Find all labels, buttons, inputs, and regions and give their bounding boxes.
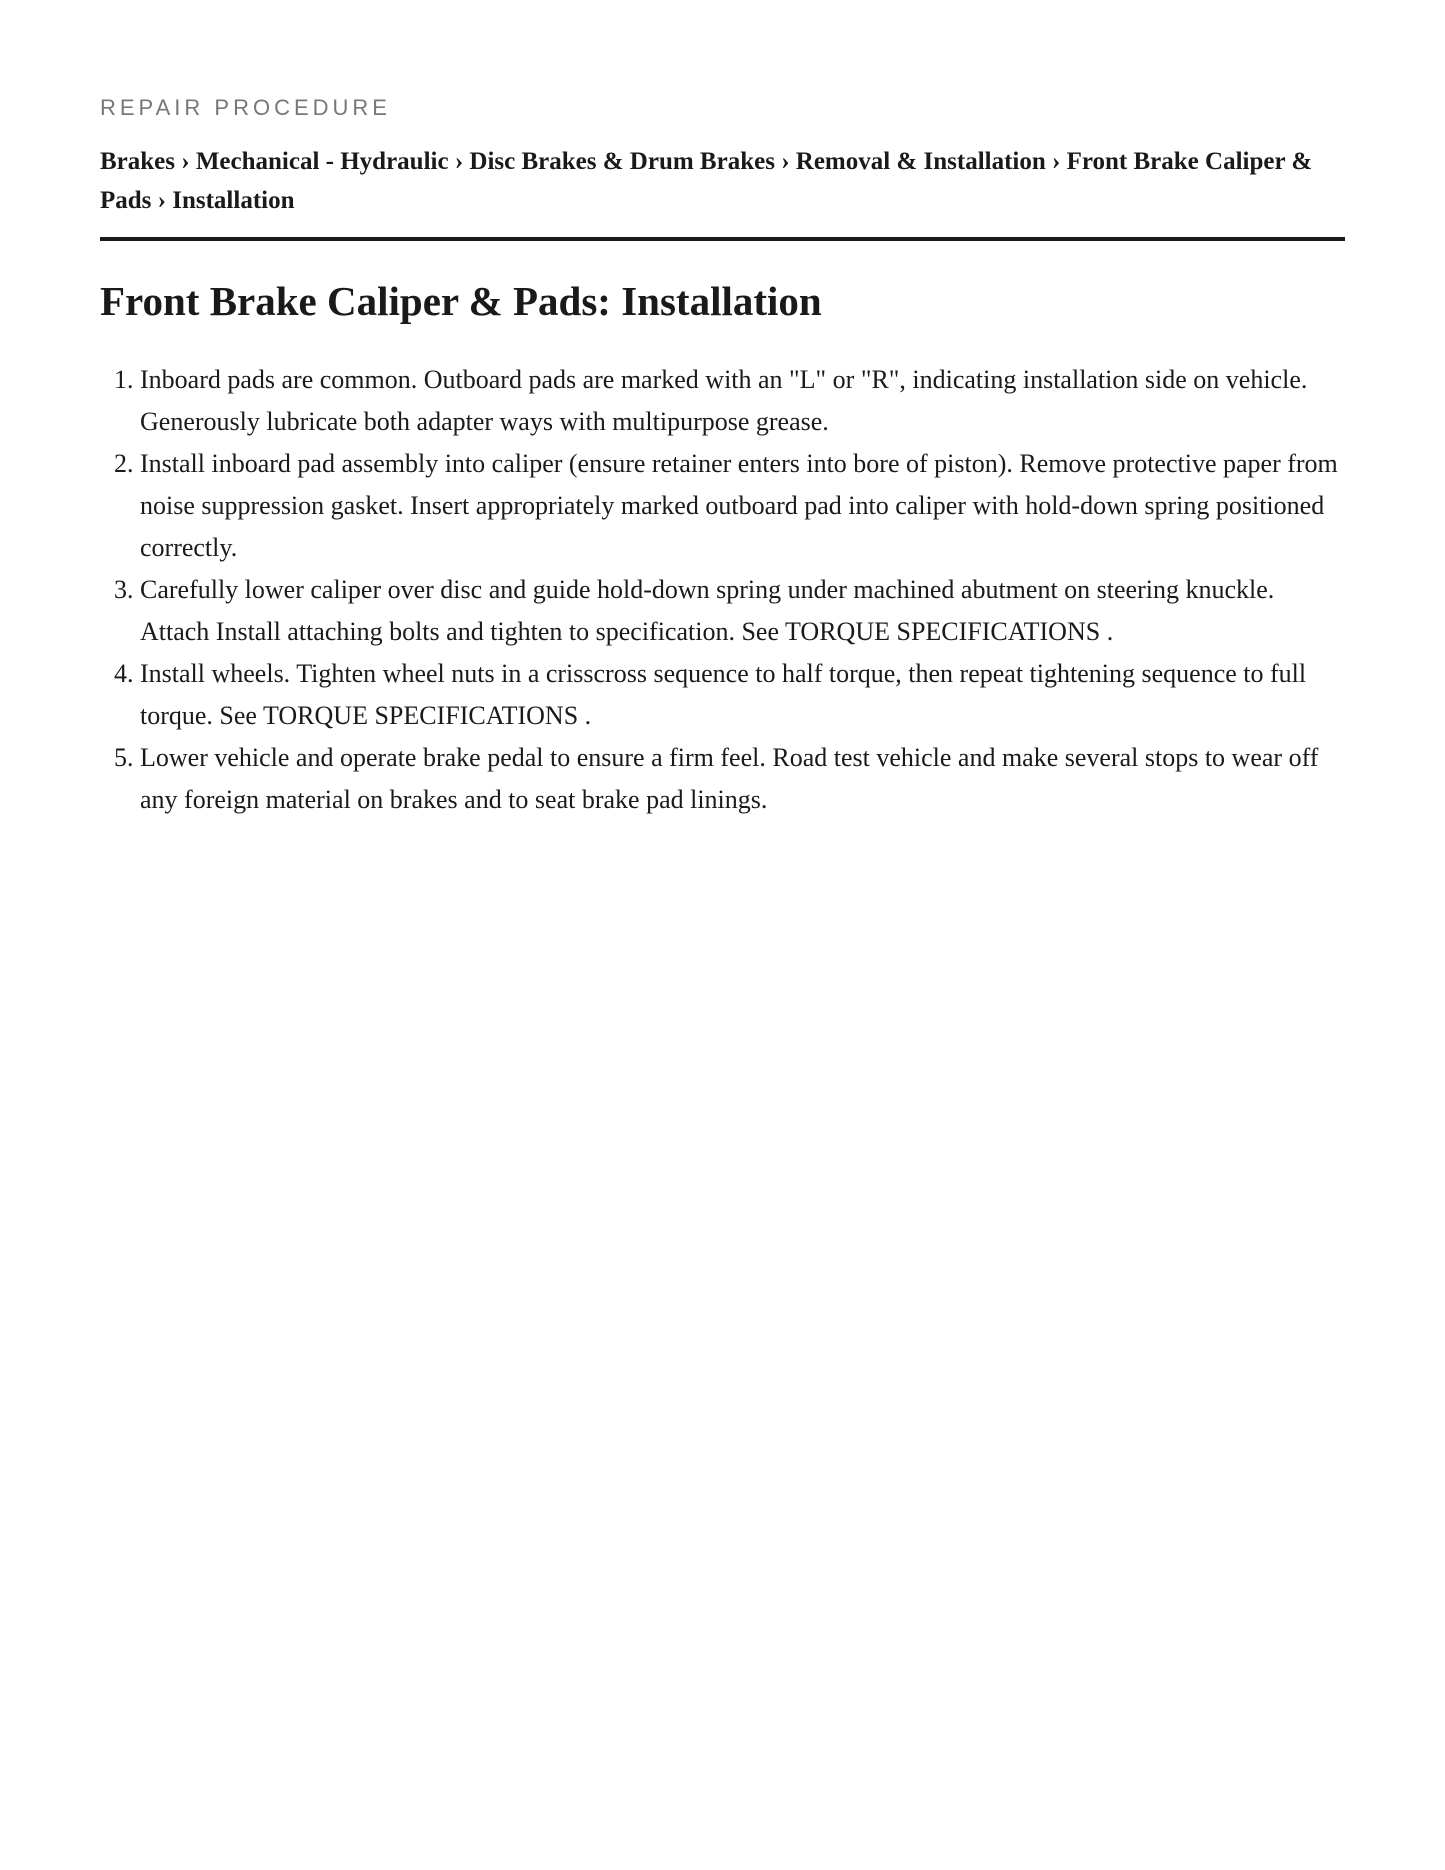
page-title: Front Brake Caliper & Pads: Installation [100, 278, 822, 324]
breadcrumb-item-front-brake-caliper-pads[interactable]: Front Brake Caliper & Pads [100, 148, 1313, 214]
procedure-step-2: 2. Install inboard pad assembly into caliper (ensure retainer enters into bore of piston). Remove protective paper from noise suppression gasket. Insert appropriately marked outboard pad into caliper with hold-down spring positioned correctly. [140, 443, 1345, 569]
breadcrumb [100, 142, 1345, 241]
breadcrumb-item-mechanical-hydraulic[interactable]: Mechanical - Hydraulic [195, 148, 449, 175]
procedure-step-4: 4. Install wheels. Tighten wheel nuts in a crisscross sequence to half torque, then repeat tightening sequence to full torque. See TORQUE SPECIFICATIONS . [140, 653, 1345, 737]
breadcrumb-separator: › [1052, 148, 1067, 175]
procedure-step-1: 1. Inboard pads are common. Outboard pads are marked with an "L" or "R", indicating installation side on vehicle. Generously lubricate both adapter ways with multipurpose grease. [140, 359, 1345, 443]
procedure-steps [100, 359, 1345, 821]
breadcrumb-item-removal-installation[interactable]: Removal & Installation [795, 148, 1046, 175]
breadcrumb-separator: › [781, 148, 796, 175]
breadcrumb-separator: › [454, 148, 470, 175]
procedure-step-5: 5. Lower vehicle and operate brake pedal to ensure a firm feel. Road test vehicle and make several stops to wear off any foreign material on brakes and to seat brake pad linings. [140, 737, 1345, 821]
breadcrumb-item-installation: Installation [172, 187, 295, 214]
procedure-step-3: 3. Carefully lower caliper over disc and guide hold-down spring under machined abutment on steering knuckle. Attach Install attaching bolts and tighten to specification. See TORQUE SPECIFICATIONS . [140, 569, 1345, 653]
section-kicker: REPAIR PROCEDURE [100, 95, 391, 120]
document-page [0, 0, 1445, 821]
breadcrumb-item-disc-drum-brakes[interactable]: Disc Brakes & Drum Brakes [469, 148, 775, 175]
breadcrumb-item-brakes[interactable]: Brakes [100, 148, 175, 175]
breadcrumb-separator: › [181, 148, 196, 175]
breadcrumb-separator: › [157, 187, 173, 214]
